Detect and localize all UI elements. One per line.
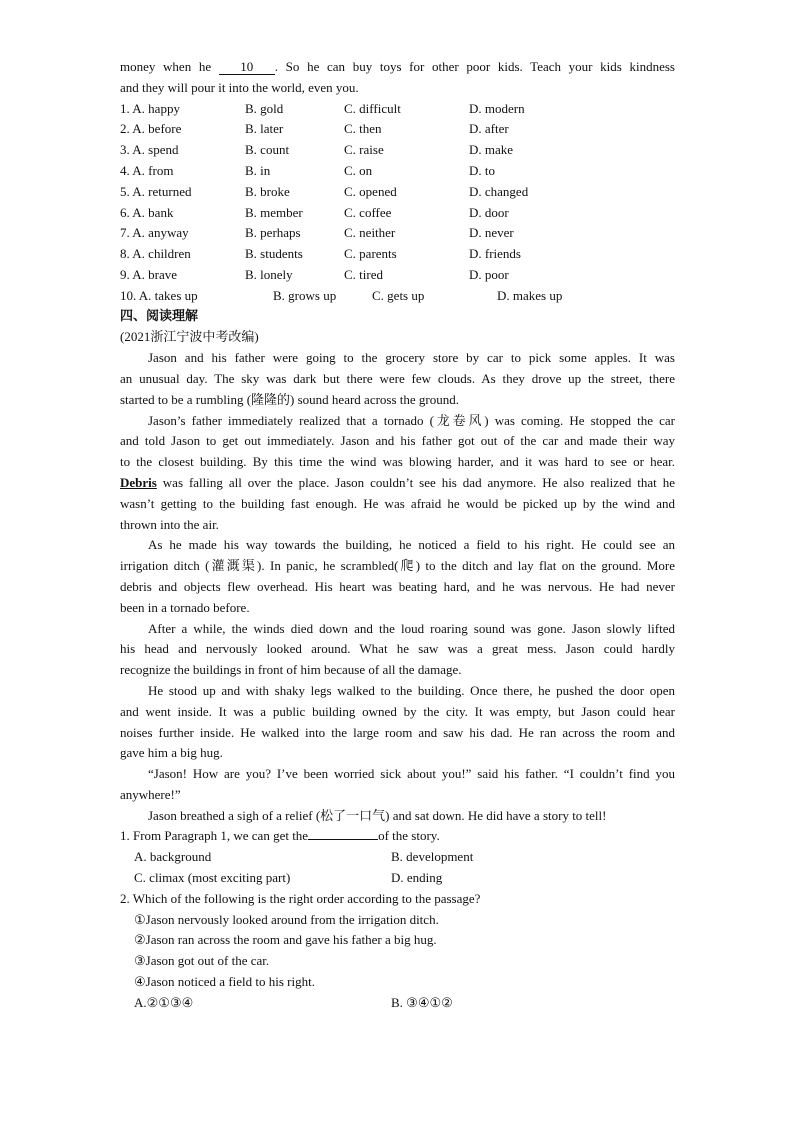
cloze-option-b: B. member: [245, 204, 303, 220]
cloze-option-d: D. door: [469, 204, 509, 220]
paragraph-1: [120, 348, 675, 410]
cloze-option-a: 9. A. brave: [120, 266, 178, 282]
question-text: 1. From Paragraph 1, we can get the: [120, 828, 309, 844]
paragraph-5: [120, 681, 675, 764]
cloze-option-b: B. perhaps: [245, 225, 301, 241]
cloze-option-row: [120, 99, 675, 120]
paragraph-line: an unusual day. The sky was dark but there were few clouds. As they drove up the street, there: [120, 370, 675, 386]
paragraph-line: After a while, the winds died down and the loud roaring sound was gone. Jason slowly lifted: [148, 620, 675, 636]
paragraph-line: Jason and his father were going to the grocery store by car to pick some apples. It was: [148, 350, 675, 366]
cloze-option-d: D. to: [469, 162, 495, 178]
paragraph-line: and told Jason to get out immediately. Jason and his father got out of the car and made their way: [120, 433, 675, 449]
cloze-option-d: D. make: [469, 142, 514, 158]
paragraph-line: wasn’t getting to the building fast enough. He was afraid he would be picked up by the wind and: [120, 495, 675, 511]
cloze-option-a: 3. A. spend: [120, 142, 179, 158]
order-item: ①Jason nervously looked around from the irrigation ditch.: [134, 911, 439, 927]
question-options: [120, 868, 675, 889]
cloze-intro-line-2: and they will pour it into the world, even you.: [120, 79, 359, 95]
cloze-option-a: 6. A. bank: [120, 204, 174, 220]
paragraph-line: He stood up and with shaky legs walked to the building. Once there, he pushed the door open: [148, 682, 675, 698]
paragraph-line: started to be a rumbling (隆隆的) sound heard across the ground.: [120, 391, 460, 407]
cloze-option-d: D. makes up: [497, 287, 563, 303]
source-note: (2021浙江宁波中考改编): [120, 329, 259, 345]
cloze-option-a: 7. A. anyway: [120, 225, 189, 241]
cloze-option-c: C. difficult: [344, 100, 401, 116]
cloze-option-b: B. count: [245, 142, 290, 158]
cloze-option-d: D. poor: [469, 266, 509, 282]
cloze-option-c: C. opened: [344, 183, 397, 199]
cloze-option-row: [120, 286, 675, 307]
cloze-option-c: C. parents: [344, 246, 397, 262]
question-text: of the story.: [378, 828, 440, 844]
option-b: B. development: [391, 849, 474, 865]
cloze-option-a: 10. A. takes up: [120, 287, 198, 303]
answer-blank[interactable]: [308, 826, 378, 840]
cloze-option-c: C. then: [344, 121, 382, 137]
cloze-option-c: C. on: [344, 162, 373, 178]
blank-number: 10: [240, 59, 254, 74]
cloze-option-c: C. neither: [344, 225, 396, 241]
paragraph-line: As he made his way towards the building, he noticed a field to his right. He could see an: [148, 537, 675, 553]
paragraph-4: [120, 619, 675, 681]
paragraph-text: was falling all over the place. Jason couldn’t see his dad anymore. He also realized that he: [156, 474, 675, 490]
cloze-option-row: [120, 244, 675, 265]
question-stem: [120, 826, 675, 847]
cloze-option-row: [120, 140, 675, 161]
option-c: C. climax (most exciting part): [134, 870, 291, 886]
worksheet-content: [120, 57, 675, 1014]
cloze-option-c: C. raise: [344, 142, 384, 158]
paragraph-line: noises further inside. He walked into the large room and saw his dad. He ran across the room and: [120, 724, 675, 740]
paragraph-2: [120, 411, 675, 536]
cloze-option-row: [120, 203, 675, 224]
cloze-option-d: D. modern: [469, 100, 525, 116]
cloze-option-row: [120, 119, 675, 140]
cloze-option-c: C. gets up: [372, 287, 425, 303]
cloze-option-c: C. coffee: [344, 204, 392, 220]
paragraph-line: recognize the buildings in front of him because of all the damage.: [120, 662, 462, 678]
option-a: A. background: [134, 849, 212, 865]
cloze-option-a: 1. A. happy: [120, 100, 180, 116]
cloze-option-b: B. students: [245, 246, 303, 262]
cloze-option-b: B. gold: [245, 100, 284, 116]
cloze-option-a: 4. A. from: [120, 162, 174, 178]
cloze-option-a: 8. A. children: [120, 246, 191, 262]
cloze-option-b: B. grows up: [273, 287, 337, 303]
cloze-option-c: C. tired: [344, 266, 383, 282]
option-d: D. ending: [391, 870, 443, 886]
cloze-option-d: D. friends: [469, 246, 521, 262]
paragraph-6: [120, 764, 675, 806]
option-b: B. ③④①②: [391, 994, 453, 1010]
section-title: 四、阅读理解: [120, 308, 199, 324]
question-options: [120, 847, 675, 868]
paragraph-line: anywhere!”: [120, 786, 181, 802]
intro-text: money when he: [120, 59, 219, 74]
cloze-option-b: B. lonely: [245, 266, 293, 282]
cloze-option-b: B. in: [245, 162, 271, 178]
cloze-option-b: B. broke: [245, 183, 290, 199]
paragraph-line: [120, 473, 675, 494]
cloze-intro-line-1: [120, 57, 675, 78]
cloze-option-row: [120, 182, 675, 203]
cloze-option-row: [120, 161, 675, 182]
paragraph-line: irrigation ditch (灌溉渠). In panic, he scrambled(爬) to the ditch and lay flat on the ground. More: [120, 558, 675, 574]
cloze-option-b: B. later: [245, 121, 284, 137]
cloze-option-d: D. changed: [469, 183, 529, 199]
question-2: [120, 889, 675, 1014]
cloze-option-d: D. never: [469, 225, 514, 241]
question-options: [120, 993, 675, 1014]
question-1: [120, 826, 675, 888]
paragraph-line: “Jason! How are you? I’ve been worried sick about you!” said his father. “I couldn’t find you: [148, 766, 675, 782]
paragraph-line: and went inside. It was a public building owned by the city. It was empty, but Jason could hear: [120, 703, 675, 719]
paragraph-line: Jason’s father immediately realized that a tornado (龙卷风) was coming. He stopped the car: [148, 412, 675, 428]
intro-text: . So he can buy toys for other poor kids. Teach your kids kindness: [274, 59, 675, 74]
blank-10: [219, 60, 275, 75]
paragraph-line: thrown into the air.: [120, 516, 219, 532]
paragraph-line: his head and nervously looked around. What he saw was a great mess. Jason could hardly: [120, 641, 675, 657]
paragraph-line: to the closest building. By this time the wind was blowing harder, and it was hard to see or hear.: [120, 454, 675, 470]
paragraph-line: debris and objects flew overhead. His heart was beating hard, and he was nervous. He had never: [120, 578, 675, 594]
debris-word: Debris: [120, 474, 157, 490]
order-item: ②Jason ran across the room and gave his father a big hug.: [134, 932, 437, 948]
order-item: ③Jason got out of the car.: [134, 953, 270, 969]
paragraph-3: [120, 535, 675, 618]
order-item: ④Jason noticed a field to his right.: [134, 974, 315, 990]
cloze-options: [120, 99, 675, 307]
option-a: A.②①③④: [134, 994, 194, 1010]
paragraph-line: gave him a big hug.: [120, 745, 223, 761]
cloze-option-a: 2. A. before: [120, 121, 182, 137]
paragraph-7: Jason breathed a sigh of a relief (松了一口气) and sat down. He did have a story to tell!: [148, 807, 607, 823]
cloze-option-row: [120, 223, 675, 244]
cloze-option-d: D. after: [469, 121, 509, 137]
cloze-option-row: [120, 265, 675, 286]
cloze-option-a: 5. A. returned: [120, 183, 192, 199]
paragraph-line: been in a tornado before.: [120, 599, 250, 615]
question-stem: 2. Which of the following is the right order according to the passage?: [120, 890, 481, 906]
